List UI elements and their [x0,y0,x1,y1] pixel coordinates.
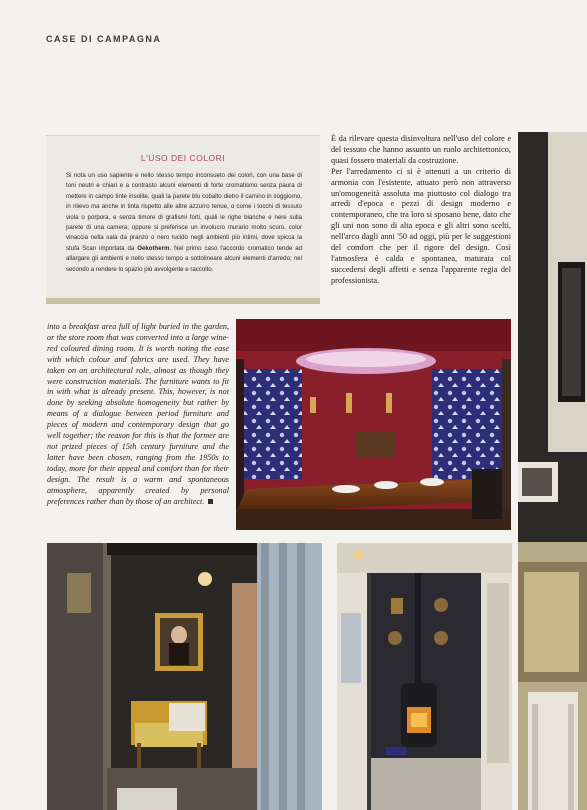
hallway-illustration [518,132,587,810]
sidebar-brand: Oekotherm [137,244,170,252]
section-header: CASE DI CAMPAGNA [46,34,162,44]
sidebar-divider [46,298,320,304]
stove-room-illustration [337,543,512,810]
sidebar-title: L'USO DEI COLORI [140,153,226,163]
stove-room-photo [337,543,512,810]
english-article [47,322,229,507]
italian-paragraph-1: È da rilevare questa disinvoltura nell'uso del colore e del tessuto che hanno assunto un ruolo architettonico, quasi fossero materiali da costruzione. [331,134,511,165]
sitting-room-illustration [47,543,322,810]
sidebar-body-part1: Si nota un uso sapiente e nello stesso tempo inconsueto dei colori, con una base di toni neutri e chiari e a contrasto alcuni elementi di forte cromatismo senza paura di mettere in campo tinte insolite, quali la parete blu cobalto dietro il camino in soggiorno, in rilievo ma anche in tinta rispetto alle altre azzurro tenue, o come i tocchi di tessuto viola o porpora, e senza timore di grafismi forti, quali le righe bianche e nere sulla parete di una camera; oppure si preferisce un involucro murario molto scuro, color vinaccia nella sala da pranzo o nero lucido negli ambienti più intimi, dove spicca la stufa Scan importata da [66,172,302,252]
hallway-photo [518,132,587,810]
sidebar-body [66,171,302,275]
dining-room-illustration [236,319,511,530]
sidebar-body-part2: . Nel primo caso l'accordo cromatico tende ad allargare gli ambienti e nello stesso tempo a sottolineare alcuni elementi d'arredo; nel secondo a rendere lo spazio più avvolgente e raccolto. [66,244,302,273]
dining-room-photo [236,319,511,530]
sitting-room-photo [47,543,322,810]
english-paragraph: into a breakfast area full of light buried in the garden, or the store room that was converted into a large wine-red coloured dining room. It is worth noting the ease with which colour and fabrics are used. They have taken on an architectural role, almost as though they were construction materials. The furniture wants to fit in with what is already present. This, however, is not done by seeking absolute homogeneity but rather by means of a dialogue between period furniture and pieces of modern and contemporary design that go well together; the reason for this is that the former are not prized pieces of 15th century furniture and the latter have been chosen, ranging from the 1950s to today, more for their appeal and comfort than for their design. The result is a warm and spontaneous atmosphere, apparently created by personal preferences rather than by those of an architect. [47,322,229,506]
end-mark-icon [208,499,213,504]
italian-article [331,134,511,287]
italian-paragraph-2: Per l'arredamento ci si è attenuti a un criterio di armonia con l'esistente, attuato però non attraverso un'omogeneità assoluta ma piuttosto col dialogo tra arredi d'epoca e pezzi di design moderno e contemporaneo, che tra loro si sposano bene, dato che gli uni non sono di alta epoca e gli altri sono scelti, nell'arco dagli anni '50 ad oggi, più per le suggestioni del comfort che per il rigore del design. Così l'atmosfera è calda e spontanea, maturata col succedersi degli affetti e senza l'apparente regia del professionista. [331,166,511,285]
